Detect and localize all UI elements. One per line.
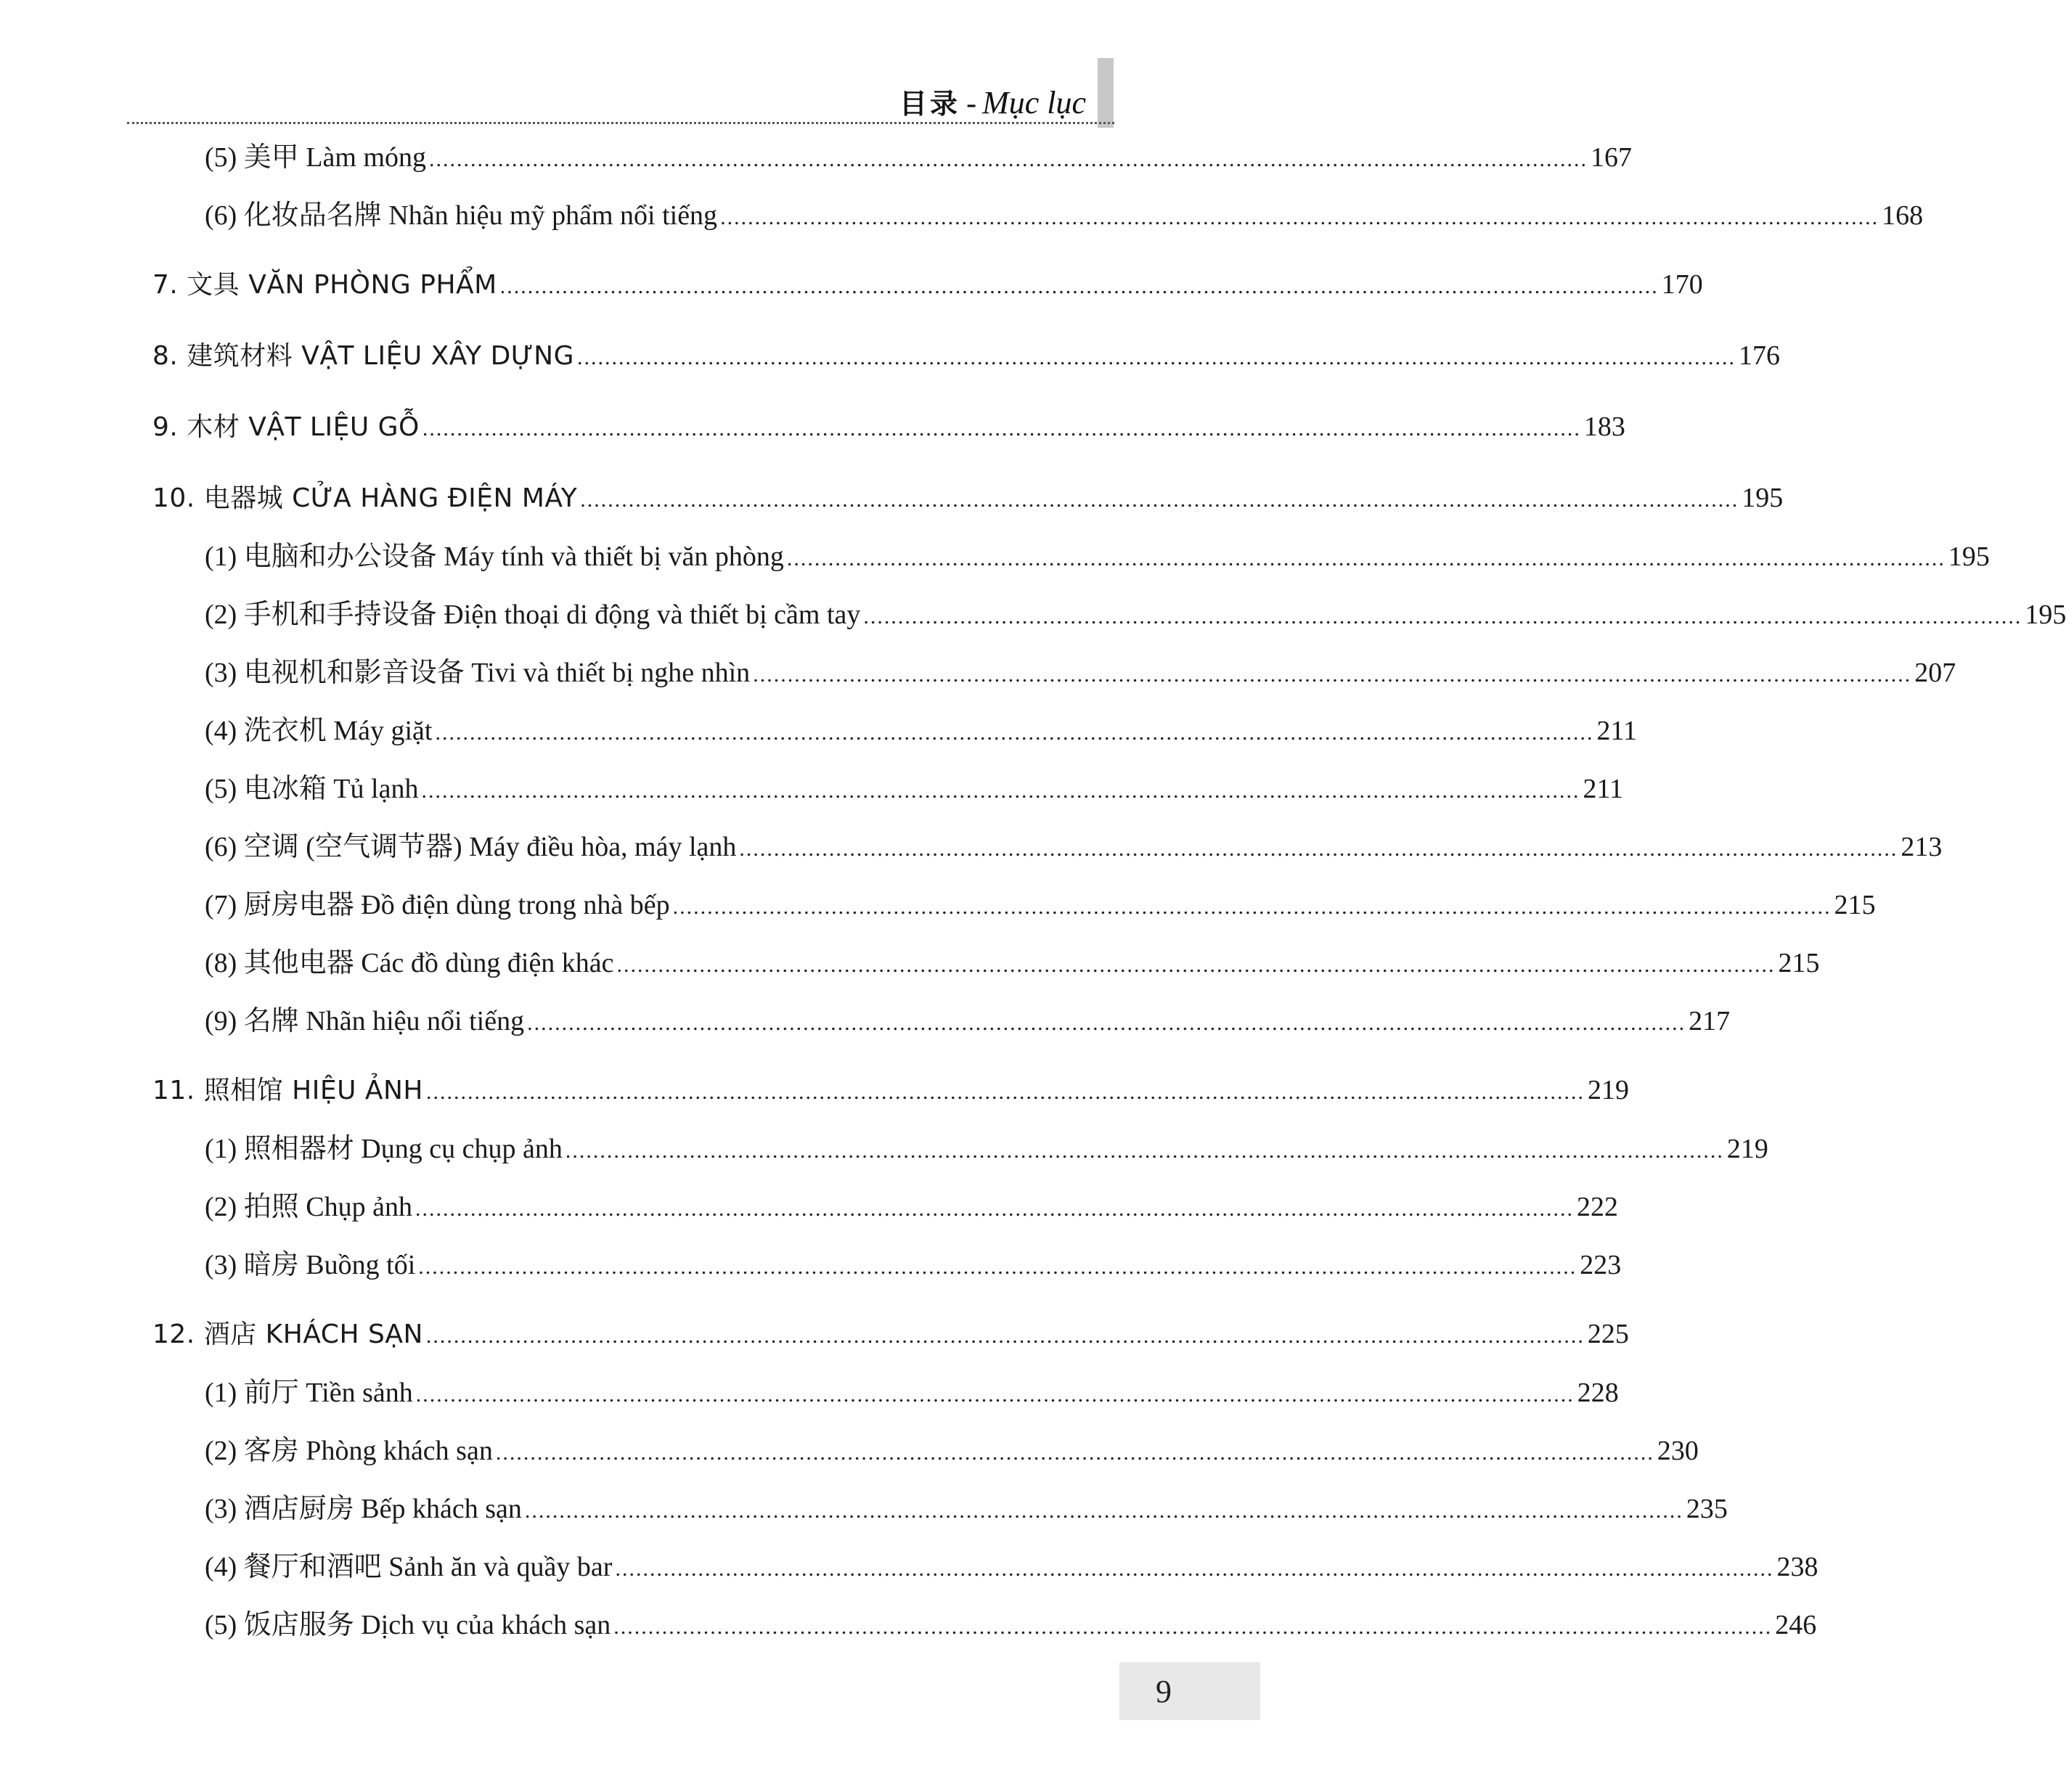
toc-leader-dots: ........................................................................................................................................................................ (435, 721, 1594, 745)
toc-leader-dots: ........................................................................................................................................................................ (739, 837, 1898, 861)
toc-entry[interactable] (205, 883, 1876, 927)
toc-leader-dots: ........................................................................................................................................................................ (672, 895, 1832, 919)
toc-entry[interactable] (205, 535, 1990, 578)
toc-entry-page: 213 (1900, 832, 1943, 862)
toc-entry-label: (9) 名牌 Nhãn hiệu nổi tiếng (205, 1006, 525, 1036)
running-title-separator: - (966, 87, 977, 120)
toc-leader-dots: ........................................................................................................................................................................ (415, 1197, 1575, 1221)
toc-leader-dots: ........................................................................................................................................................................ (527, 1011, 1686, 1035)
toc-entry-label: (2) 客房 Phòng khách sạn (205, 1436, 493, 1466)
toc-entry[interactable] (205, 1487, 1728, 1531)
toc-entry-page: 222 (1577, 1192, 1619, 1222)
toc-entry[interactable] (205, 825, 1943, 869)
toc-leader-dots: ........................................................................................................................................................................ (415, 1383, 1575, 1407)
toc-entry[interactable] (205, 194, 1924, 237)
toc-entry[interactable] (205, 593, 2066, 637)
toc-entry-label: (6) 空调 (空气调节器) Máy điều hòa, máy lạnh (205, 832, 737, 862)
toc-entry-label: (1) 电脑和办公设备 Máy tính và thiết bị văn phòng (205, 541, 784, 572)
toc-entry-page: 211 (1583, 774, 1624, 804)
toc-chapter-label: 7. 文具 VĂN PHÒNG PHẨM (152, 270, 497, 300)
toc-entry[interactable] (205, 941, 1820, 985)
toc-leader-dots: ........................................................................................................................................................................ (425, 1324, 1585, 1348)
toc-leader-dots: ........................................................................................................................................................................ (524, 1499, 1683, 1523)
toc-entry-label: (4) 洗衣机 Máy giặt (205, 716, 433, 746)
toc-entry-page: 167 (1591, 142, 1633, 173)
toc-leader-dots: ........................................................................................................................................................................ (422, 417, 1581, 441)
toc-entry-page: 195 (1742, 483, 1784, 513)
toc-entry[interactable] (205, 767, 1624, 811)
toc-leader-dots: ........................................................................................................................................................................ (863, 605, 2022, 629)
toc-entry[interactable] (205, 136, 1633, 179)
toc-entry-page: 211 (1596, 716, 1638, 746)
toc-leader-dots: ........................................................................................................................................................................ (499, 274, 1659, 298)
toc-chapter-label: 12. 酒店 KHÁCH SẠN (152, 1320, 423, 1349)
toc-leader-dots: ........................................................................................................................................................................ (495, 1441, 1654, 1465)
toc-entry[interactable] (205, 651, 1956, 695)
toc-entry-label: (2) 拍照 Chụp ảnh (205, 1192, 413, 1222)
toc-entry-label: (5) 美甲 Làm móng (205, 142, 427, 173)
toc-entry[interactable] (205, 709, 1638, 753)
toc-leader-dots: ........................................................................................................................................................................ (429, 147, 1588, 171)
toc-entry-page: 183 (1583, 412, 1625, 442)
toc-entry[interactable] (205, 999, 1731, 1043)
toc-leader-dots: ........................................................................................................................................................................ (421, 779, 1580, 803)
toc-entry-page: 195 (2025, 600, 2066, 630)
toc-entry-page: 225 (1587, 1319, 1629, 1349)
page-number-box (1119, 1662, 1260, 1720)
toc-chapter-entry[interactable] (152, 401, 1625, 452)
toc-leader-dots: ........................................................................................................................................................................ (565, 1139, 1724, 1163)
toc-entry-label: (4) 餐厅和酒吧 Sảnh ăn và quầy bar (205, 1552, 613, 1582)
toc-leader-dots: ........................................................................................................................................................................ (426, 1080, 1585, 1104)
toc-leader-dots: ........................................................................................................................................................................ (720, 205, 1879, 229)
toc-entry-page: 223 (1580, 1250, 1622, 1280)
toc-entry-page: 215 (1778, 948, 1820, 978)
toc-chapter-entry[interactable] (152, 330, 1780, 381)
toc-entry-page: 235 (1686, 1494, 1728, 1524)
toc-entry-label: (5) 饭店服务 Dịch vụ của khách sạn (205, 1610, 611, 1640)
toc-entry-page: 215 (1834, 890, 1876, 920)
toc-leader-dots: ........................................................................................................................................................................ (418, 1255, 1577, 1279)
toc-entry-label: (2) 手机和手持设备 Điện thoại di động và thiết bị cầm tay (205, 600, 861, 630)
toc-entry-label: (3) 暗房 Buồng tối (205, 1250, 416, 1280)
toc-chapter-label: 10. 电器城 CỬA HÀNG ĐIỆN MÁY (152, 483, 578, 513)
running-title-vietnamese: Mục lục (982, 85, 1086, 120)
toc-entry-page: 219 (1726, 1134, 1768, 1164)
toc-entry[interactable] (205, 1545, 1818, 1589)
toc-leader-dots: ........................................................................................................................................................................ (613, 1615, 1773, 1639)
toc-entry[interactable] (205, 1603, 1817, 1647)
toc-entry[interactable] (205, 1127, 1768, 1171)
toc-entry-label: (8) 其他电器 Các đồ dùng điện khác (205, 948, 614, 978)
toc-entry-page: 217 (1689, 1006, 1731, 1036)
toc-entry-page: 246 (1775, 1610, 1817, 1640)
toc-leader-dots: ........................................................................................................................................................................ (786, 547, 1945, 570)
toc-chapter-entry[interactable] (152, 472, 1784, 523)
toc-entry-label: (1) 前厅 Tiền sảnh (205, 1378, 413, 1408)
toc-entry-page: 230 (1657, 1436, 1699, 1466)
toc-chapter-label: 11. 照相馆 HIỆU ẢNH (152, 1076, 423, 1105)
toc-entry[interactable] (205, 1243, 1622, 1287)
toc-entry-label: (6) 化妆品名牌 Nhãn hiệu mỹ phẩm nổi tiếng (205, 200, 718, 231)
toc-entry-page: 219 (1588, 1075, 1629, 1105)
toc-chapter-label: 9. 木材 VẬT LIỆU GỖ (152, 412, 420, 442)
toc-entry[interactable] (205, 1185, 1619, 1229)
toc-entry-page: 195 (1948, 541, 1990, 572)
toc-entry-page: 207 (1914, 658, 1956, 688)
toc-entry-label: (5) 电冰箱 Tủ lạnh (205, 774, 419, 804)
toc-entry-page: 176 (1739, 340, 1780, 371)
toc-chapter-entry[interactable] (152, 259, 1703, 310)
toc-entry-page: 238 (1776, 1552, 1818, 1582)
toc-leader-dots: ........................................................................................................................................................................ (577, 345, 1736, 369)
toc-entry[interactable] (205, 1371, 1619, 1415)
toc-entry-label: (7) 厨房电器 Đồ điện dùng trong nhà bếp (205, 890, 670, 920)
toc-entry-label: (1) 照相器材 Dụng cụ chụp ảnh (205, 1134, 563, 1164)
toc-leader-dots: ........................................................................................................................................................................ (580, 488, 1739, 512)
toc-leader-dots: ........................................................................................................................................................................ (616, 953, 1776, 977)
toc-leader-dots: ........................................................................................................................................................................ (753, 663, 1912, 687)
toc-entry-page: 168 (1882, 200, 1924, 231)
toc-chapter-label: 8. 建筑材料 VẬT LIỆU XÂY DỰNG (152, 341, 574, 371)
toc-chapter-entry[interactable] (152, 1065, 1629, 1116)
toc-entry[interactable] (205, 1429, 1699, 1473)
toc-leader-dots: ........................................................................................................................................................................ (615, 1557, 1774, 1581)
running-title-chinese: 目录 (899, 88, 961, 120)
page-number: 9 (1156, 1673, 1172, 1709)
toc-entry-label: (3) 酒店厨房 Bếp khách sạn (205, 1494, 522, 1524)
toc-entry-page: 170 (1661, 269, 1703, 300)
toc-entry-page: 228 (1577, 1378, 1619, 1408)
toc-chapter-entry[interactable] (152, 1309, 1629, 1359)
toc-entry-label: (3) 电视机和影音设备 Tivi và thiết bị nghe nhìn (205, 658, 751, 688)
